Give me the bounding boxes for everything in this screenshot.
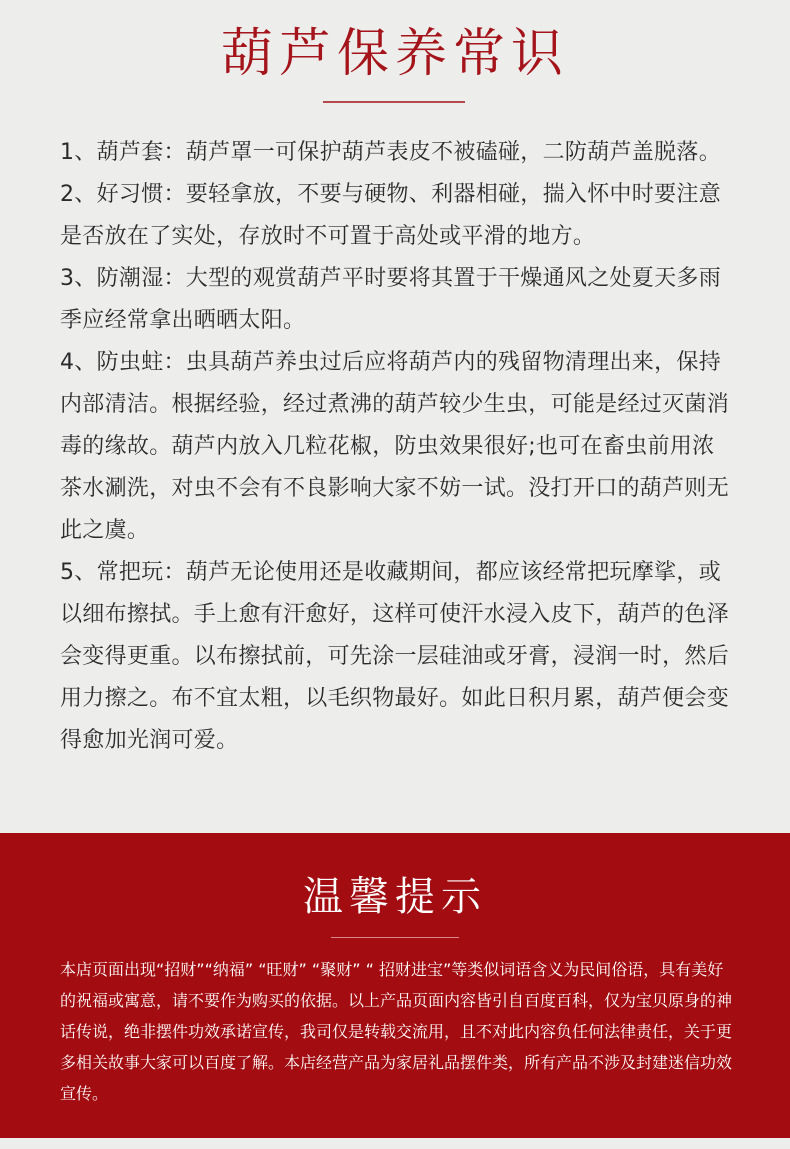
notice-title: 温馨提示 [303,874,487,920]
notice-title-divider [331,937,459,938]
care-tip-good-habits: 2、好习惯：要轻拿放，不要与硬物、利器相碰，揣入怀中时要注意是否放在了实处，存放时不可置于高处或平滑的地方。 [60,182,721,249]
care-tip-moisture-prevention: 3、防潮湿：大型的观赏葫芦平时要将其置于干燥通风之处夏天多雨季应经常拿出晒晒太阳。 [60,266,721,333]
care-tip-protective-cover: 1、葫芦套：葫芦罩一可保护葫芦表皮不被磕碰，二防葫芦盖脱落。 [60,140,721,165]
care-tip-insect-prevention: 4、防虫蛀：虫具葫芦养虫过后应将葫芦内的残留物清理出来，保持内部清洁。根据经验，经过煮沸的葫芦较少生虫，可能是经过灭菌消毒的缘故。葫芦内放入几粒花椒，防虫效果很好;也可在畜虫前用浓茶水涮洗，对虫不会有不良影响大家不妨一试。没打开口的葫芦则无此之虞。 [60,350,730,543]
care-tips-list [60,132,730,762]
care-title-divider [323,101,465,103]
bottom-strip [0,1138,790,1149]
care-tip-regular-handling: 5、常把玩：葫芦无论使用还是收藏期间，都应该经常把玩摩挲，或以细布擦拭。手上愈有汗愈好，这样可使汗水浸入皮下，葫芦的色泽会变得更重。以布擦拭前，可先涂一层硅油或牙膏，浸润一时，然后用力擦之。布不宜太粗，以毛织物最好。如此日积月累，葫芦便会变得愈加光润可爱。 [60,560,730,753]
care-title: 葫芦保养常识 [220,24,569,84]
notice-text: 本店页面出现“招财”“纳福” “旺财” “聚财” “ 招财进宝”等类似词语含义为民间俗语，具有美好的祝福或寓意，请不要作为购买的依据。以上产品页面内容皆引自百度百科，仅为宝贝原身的神话传说，绝非摆件功效承诺宣传，我司仅是转载交流用，且不对此内容负任何法律责任，关于更多相关故事大家可以百度了解。本店经营产品为家居礼品摆件类，所有产品不涉及封建迷信功效宣传。 [60,960,733,1103]
warm-notice-section [0,833,790,1138]
